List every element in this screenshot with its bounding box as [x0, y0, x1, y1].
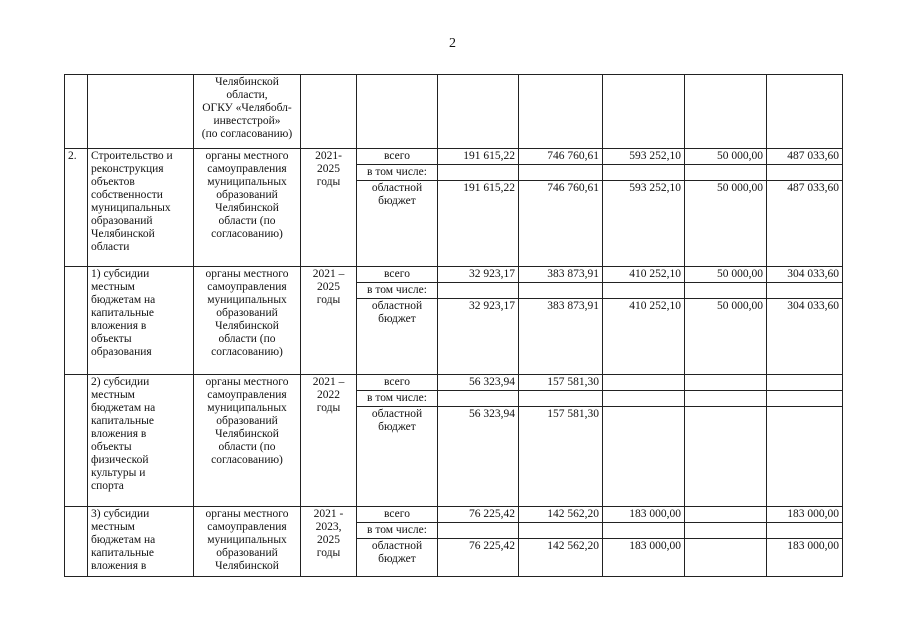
row-number: [65, 267, 88, 375]
row-indicator: [357, 75, 438, 149]
value-including: [767, 391, 843, 407]
row-executor-line: муниципальных: [207, 534, 287, 546]
indicator-regional: [357, 407, 438, 507]
row-years-line: 2023,: [315, 521, 342, 533]
value-including: [438, 165, 519, 181]
row-name-line: образований: [91, 215, 153, 227]
value-total: 746 760,61: [519, 149, 603, 165]
table-row: [65, 507, 843, 523]
value-including: [603, 165, 685, 181]
row-name-line: объекты: [91, 333, 132, 345]
value-including: [438, 391, 519, 407]
value-including: [438, 283, 519, 299]
value-total: 191 615,22: [438, 149, 519, 165]
table-row-continuation: [65, 75, 843, 149]
row-number: [65, 375, 88, 507]
value-regional: 32 923,17: [438, 299, 519, 375]
indicator-including: в том числе:: [357, 165, 438, 181]
row-name-line: области: [91, 241, 130, 253]
row-years-line: 2022: [317, 389, 340, 401]
indicator-regional-line: областной: [371, 540, 423, 552]
row-years: [301, 75, 357, 149]
row-executor-line: ОГКУ «Челябобл-: [202, 102, 292, 114]
value-regional: 157 581,30: [519, 407, 603, 507]
indicator-including: в том числе:: [357, 391, 438, 407]
value-total: [603, 375, 685, 391]
row-executor-line: органы местного: [205, 376, 289, 388]
row-executor-line: муниципальных: [207, 176, 287, 188]
value-total: 50 000,00: [685, 267, 767, 283]
row-executor: [194, 75, 301, 149]
row-executor-line: муниципальных: [207, 402, 287, 414]
row-executor-line: органы местного: [205, 268, 289, 280]
value-regional: 410 252,10: [603, 299, 685, 375]
row-name-line: культуры и: [91, 467, 146, 479]
table-row: [65, 149, 843, 165]
value-regional: 191 615,22: [438, 181, 519, 267]
row-executor-line: образований: [216, 189, 278, 201]
row-years-line: 2025: [317, 281, 340, 293]
value-total: [767, 375, 843, 391]
row-executor: [194, 375, 301, 507]
indicator-regional: [357, 539, 438, 577]
value-regional: 50 000,00: [685, 181, 767, 267]
value-total: [685, 507, 767, 523]
row-executor-line: образований: [216, 307, 278, 319]
row-years-line: 2021 -: [313, 508, 344, 520]
indicator-total: всего: [357, 149, 438, 165]
value-cell: [438, 75, 519, 149]
value-including: [519, 165, 603, 181]
value-total: 157 581,30: [519, 375, 603, 391]
row-number: [65, 507, 88, 577]
value-cell: [685, 75, 767, 149]
row-name-line: бюджетам на: [91, 534, 156, 546]
row-executor-line: образований: [216, 547, 278, 559]
value-regional: 183 000,00: [603, 539, 685, 577]
row-years-line: годы: [316, 547, 341, 559]
row-name-line: местным: [91, 521, 135, 533]
row-name-line: капитальные: [91, 307, 155, 319]
value-including: [685, 391, 767, 407]
value-including: [685, 165, 767, 181]
value-total: 593 252,10: [603, 149, 685, 165]
row-name-line: капитальные: [91, 415, 155, 427]
row-executor: [194, 507, 301, 577]
row-name-line: местным: [91, 281, 135, 293]
row-years: [301, 375, 357, 507]
row-years-line: 2021-: [315, 150, 342, 162]
value-including: [519, 283, 603, 299]
value-including: [767, 283, 843, 299]
row-name-line: спорта: [91, 480, 124, 492]
row-name-line: Челябинской: [91, 228, 155, 240]
value-regional: [685, 407, 767, 507]
value-regional: 304 033,60: [767, 299, 843, 375]
indicator-regional: [357, 299, 438, 375]
row-executor-line: области (по: [218, 215, 276, 227]
row-years: [301, 149, 357, 267]
indicator-including: в том числе:: [357, 283, 438, 299]
row-executor-line: Челябинской: [215, 320, 279, 332]
indicator-total: всего: [357, 375, 438, 391]
indicator-including: в том числе:: [357, 523, 438, 539]
row-name: [88, 149, 194, 267]
row-executor-line: Челябинской: [215, 202, 279, 214]
indicator-regional-line: областной: [371, 300, 423, 312]
row-years-line: 2025: [317, 534, 340, 546]
value-including: [519, 523, 603, 539]
row-executor-line: инвестстрой»: [213, 115, 281, 127]
row-name-line: собственности: [91, 189, 163, 201]
row-executor-line: Челябинской: [215, 428, 279, 440]
row-executor-line: (по согласованию): [201, 128, 293, 140]
value-cell: [603, 75, 685, 149]
row-name-line: 2) субсидии: [91, 376, 150, 388]
value-regional: 56 323,94: [438, 407, 519, 507]
value-total: 50 000,00: [685, 149, 767, 165]
row-years-line: годы: [316, 402, 341, 414]
budget-table: [64, 74, 843, 577]
row-number: [65, 75, 88, 149]
value-total: 383 873,91: [519, 267, 603, 283]
value-cell: [767, 75, 843, 149]
value-regional: 593 252,10: [603, 181, 685, 267]
value-regional: [685, 539, 767, 577]
row-executor-line: Челябинской: [215, 76, 279, 88]
value-including: [603, 391, 685, 407]
row-executor-line: области (по: [218, 441, 276, 453]
value-total: 32 923,17: [438, 267, 519, 283]
row-executor-line: органы местного: [205, 508, 289, 520]
value-including: [767, 165, 843, 181]
value-regional: 142 562,20: [519, 539, 603, 577]
table-row: [65, 267, 843, 283]
row-name-line: бюджетам на: [91, 294, 156, 306]
value-total: 183 000,00: [603, 507, 685, 523]
row-name-line: 1) субсидии: [91, 268, 150, 280]
row-executor-line: муниципальных: [207, 294, 287, 306]
indicator-regional-line: бюджет: [378, 421, 416, 433]
value-including: [685, 523, 767, 539]
value-including: [438, 523, 519, 539]
value-total: 304 033,60: [767, 267, 843, 283]
table-row: [65, 375, 843, 391]
value-including: [767, 523, 843, 539]
value-regional: 746 760,61: [519, 181, 603, 267]
value-including: [685, 283, 767, 299]
value-regional: 76 225,42: [438, 539, 519, 577]
row-years-line: 2021 –: [312, 268, 345, 280]
value-regional: 183 000,00: [767, 539, 843, 577]
value-regional: [603, 407, 685, 507]
row-name: [88, 507, 194, 577]
value-including: [519, 391, 603, 407]
value-regional: 383 873,91: [519, 299, 603, 375]
indicator-regional-line: бюджет: [378, 195, 416, 207]
value-total: 487 033,60: [767, 149, 843, 165]
indicator-total: всего: [357, 507, 438, 523]
row-name-line: объекты: [91, 441, 132, 453]
row-years-line: годы: [316, 176, 341, 188]
value-total: 410 252,10: [603, 267, 685, 283]
value-regional: 50 000,00: [685, 299, 767, 375]
value-regional: [767, 407, 843, 507]
row-executor-line: области,: [226, 89, 268, 101]
row-executor-line: согласованию): [211, 346, 283, 358]
page-number: 2: [449, 36, 456, 51]
row-number: 2.: [65, 149, 88, 267]
row-name-line: местным: [91, 389, 135, 401]
row-years: [301, 267, 357, 375]
row-name-line: образования: [91, 346, 152, 358]
row-years-line: 2021 –: [312, 376, 345, 388]
row-years-line: годы: [316, 294, 341, 306]
row-executor-line: самоуправления: [207, 521, 287, 533]
row-executor-line: самоуправления: [207, 281, 287, 293]
value-total: 56 323,94: [438, 375, 519, 391]
row-executor-line: согласованию): [211, 454, 283, 466]
value-cell: [519, 75, 603, 149]
row-name-line: бюджетам на: [91, 402, 156, 414]
row-years: [301, 507, 357, 577]
value-including: [603, 283, 685, 299]
row-executor-line: самоуправления: [207, 163, 287, 175]
indicator-regional-line: областной: [371, 182, 423, 194]
row-name-line: объектов: [91, 176, 135, 188]
row-executor-line: самоуправления: [207, 389, 287, 401]
value-total: 142 562,20: [519, 507, 603, 523]
row-name: [88, 75, 194, 149]
row-executor: [194, 267, 301, 375]
row-name-line: муниципальных: [91, 202, 171, 214]
row-name-line: капитальные: [91, 547, 155, 559]
row-name: [88, 267, 194, 375]
row-executor-line: образований: [216, 415, 278, 427]
row-executor-line: Челябинской: [215, 560, 279, 572]
row-name-line: вложения в: [91, 428, 147, 440]
indicator-regional-line: областной: [371, 408, 423, 420]
value-regional: 487 033,60: [767, 181, 843, 267]
value-total: 76 225,42: [438, 507, 519, 523]
row-name-line: Строительство и: [91, 150, 173, 162]
row-executor: [194, 149, 301, 267]
row-executor-line: согласованию): [211, 228, 283, 240]
indicator-regional-line: бюджет: [378, 553, 416, 565]
value-total: [685, 375, 767, 391]
value-total: 183 000,00: [767, 507, 843, 523]
indicator-regional-line: бюджет: [378, 313, 416, 325]
row-executor-line: области (по: [218, 333, 276, 345]
row-name-line: вложения в: [91, 560, 147, 572]
row-name-line: реконструкция: [91, 163, 164, 175]
row-years-line: 2025: [317, 163, 340, 175]
value-including: [603, 523, 685, 539]
row-executor-line: органы местного: [205, 150, 289, 162]
row-name: [88, 375, 194, 507]
indicator-regional: [357, 181, 438, 267]
row-name-line: 3) субсидии: [91, 508, 150, 520]
row-name-line: вложения в: [91, 320, 147, 332]
row-name-line: физической: [91, 454, 149, 466]
indicator-total: всего: [357, 267, 438, 283]
